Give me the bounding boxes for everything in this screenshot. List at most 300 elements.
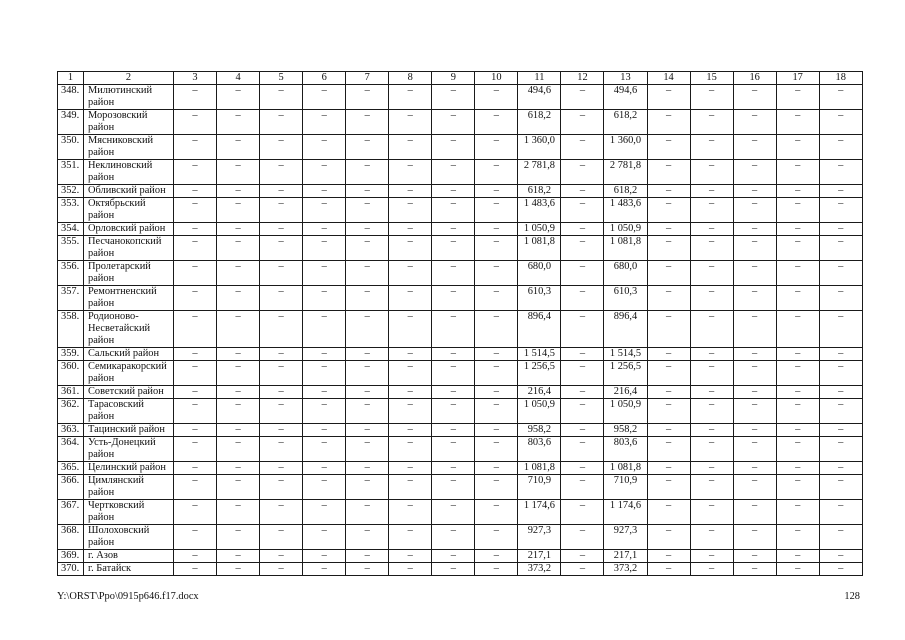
value-cell-col-5: – (260, 500, 303, 525)
value-cell-col-7: – (346, 286, 389, 311)
value-cell-col-3: – (174, 399, 217, 424)
table-row (58, 386, 863, 399)
value-cell-col-9: – (432, 135, 475, 160)
value-cell-col-3: – (174, 160, 217, 185)
district-name: Обливский район (88, 185, 166, 196)
value-cell-col-7: – (346, 160, 389, 185)
district-name: Родионово-Несветайский район (88, 311, 151, 346)
table-row (58, 399, 863, 424)
value-cell-col-3: – (174, 563, 217, 576)
value-cell-col-9: – (432, 361, 475, 386)
value-cell-col-16: – (733, 563, 776, 576)
value-cell-col-5: – (260, 135, 303, 160)
table-row (58, 550, 863, 563)
value-cell-col-11: 958,2 (518, 424, 561, 437)
value-cell-col-12: – (561, 361, 604, 386)
district-name-cell (84, 475, 174, 500)
column-number-header: 10 (475, 72, 518, 85)
row-number: 369. (58, 550, 84, 563)
value-cell-col-10: – (475, 286, 518, 311)
value-cell-col-10: – (475, 437, 518, 462)
value-cell-col-4: – (217, 525, 260, 550)
value-cell-col-11: 1 514,5 (518, 348, 561, 361)
row-number: 350. (58, 135, 84, 160)
value-cell-col-13: 610,3 (604, 286, 647, 311)
value-cell-col-11: 710,9 (518, 475, 561, 500)
value-cell-col-9: – (432, 399, 475, 424)
value-cell-col-4: – (217, 135, 260, 160)
row-number: 367. (58, 500, 84, 525)
value-cell-col-14: – (647, 223, 690, 236)
value-cell-col-15: – (690, 135, 733, 160)
value-cell-col-4: – (217, 500, 260, 525)
district-name: Тацинский район (88, 424, 165, 435)
district-name-cell (84, 223, 174, 236)
value-cell-col-12: – (561, 348, 604, 361)
row-number: 365. (58, 462, 84, 475)
value-cell-col-3: – (174, 236, 217, 261)
value-cell-col-6: – (303, 475, 346, 500)
value-cell-col-18: – (819, 311, 862, 348)
value-cell-col-16: – (733, 311, 776, 348)
value-cell-col-3: – (174, 361, 217, 386)
district-name-cell (84, 525, 174, 550)
district-name-cell (84, 462, 174, 475)
value-cell-col-8: – (389, 525, 432, 550)
value-cell-col-14: – (647, 437, 690, 462)
value-cell-col-16: – (733, 462, 776, 475)
value-cell-col-6: – (303, 550, 346, 563)
row-number: 359. (58, 348, 84, 361)
value-cell-col-14: – (647, 135, 690, 160)
value-cell-col-15: – (690, 160, 733, 185)
value-cell-col-15: – (690, 198, 733, 223)
value-cell-col-16: – (733, 236, 776, 261)
value-cell-col-9: – (432, 311, 475, 348)
value-cell-col-14: – (647, 563, 690, 576)
value-cell-col-4: – (217, 348, 260, 361)
value-cell-col-8: – (389, 361, 432, 386)
value-cell-col-5: – (260, 261, 303, 286)
value-cell-col-17: – (776, 424, 819, 437)
value-cell-col-6: – (303, 500, 346, 525)
value-cell-col-6: – (303, 563, 346, 576)
value-cell-col-16: – (733, 424, 776, 437)
value-cell-col-16: – (733, 386, 776, 399)
value-cell-col-8: – (389, 110, 432, 135)
value-cell-col-9: – (432, 437, 475, 462)
value-cell-col-6: – (303, 85, 346, 110)
value-cell-col-13: 217,1 (604, 550, 647, 563)
value-cell-col-7: – (346, 110, 389, 135)
value-cell-col-5: – (260, 424, 303, 437)
value-cell-col-17: – (776, 110, 819, 135)
value-cell-col-4: – (217, 236, 260, 261)
value-cell-col-3: – (174, 348, 217, 361)
value-cell-col-9: – (432, 386, 475, 399)
value-cell-col-5: – (260, 198, 303, 223)
value-cell-col-18: – (819, 85, 862, 110)
value-cell-col-4: – (217, 261, 260, 286)
value-cell-col-8: – (389, 386, 432, 399)
value-cell-col-4: – (217, 424, 260, 437)
value-cell-col-12: – (561, 110, 604, 135)
value-cell-col-11: 373,2 (518, 563, 561, 576)
district-name-cell (84, 437, 174, 462)
value-cell-col-3: – (174, 386, 217, 399)
value-cell-col-14: – (647, 424, 690, 437)
value-cell-col-15: – (690, 311, 733, 348)
district-name: Целинский район (88, 462, 166, 473)
value-cell-col-18: – (819, 563, 862, 576)
column-number-header: 16 (733, 72, 776, 85)
district-name: г. Батайск (88, 563, 132, 574)
value-cell-col-17: – (776, 386, 819, 399)
value-cell-col-14: – (647, 286, 690, 311)
value-cell-col-13: 1 081,8 (604, 462, 647, 475)
value-cell-col-13: 1 050,9 (604, 223, 647, 236)
value-cell-col-9: – (432, 261, 475, 286)
district-name: Шолоховский район (88, 525, 150, 548)
value-cell-col-13: 1 174,6 (604, 500, 647, 525)
value-cell-col-9: – (432, 286, 475, 311)
value-cell-col-12: – (561, 475, 604, 500)
value-cell-col-12: – (561, 236, 604, 261)
value-cell-col-10: – (475, 135, 518, 160)
row-number: 353. (58, 198, 84, 223)
value-cell-col-18: – (819, 500, 862, 525)
value-cell-col-6: – (303, 525, 346, 550)
table-row (58, 424, 863, 437)
value-cell-col-18: – (819, 437, 862, 462)
value-cell-col-11: 1 050,9 (518, 399, 561, 424)
footer-file-path: Y:\ORST\Ppo\0915p646.f17.docx (57, 591, 199, 602)
value-cell-col-14: – (647, 311, 690, 348)
district-name: Семикаракорский район (88, 361, 167, 384)
value-cell-col-4: – (217, 563, 260, 576)
value-cell-col-13: 216,4 (604, 386, 647, 399)
value-cell-col-3: – (174, 311, 217, 348)
value-cell-col-3: – (174, 424, 217, 437)
value-cell-col-4: – (217, 475, 260, 500)
value-cell-col-10: – (475, 236, 518, 261)
value-cell-col-9: – (432, 110, 475, 135)
value-cell-col-14: – (647, 85, 690, 110)
value-cell-col-13: 618,2 (604, 185, 647, 198)
value-cell-col-12: – (561, 550, 604, 563)
row-number: 348. (58, 85, 84, 110)
value-cell-col-18: – (819, 286, 862, 311)
value-cell-col-15: – (690, 236, 733, 261)
value-cell-col-4: – (217, 286, 260, 311)
value-cell-col-6: – (303, 386, 346, 399)
column-number-header: 15 (690, 72, 733, 85)
row-number: 358. (58, 311, 84, 348)
value-cell-col-13: 618,2 (604, 110, 647, 135)
value-cell-col-7: – (346, 85, 389, 110)
value-cell-col-13: 680,0 (604, 261, 647, 286)
value-cell-col-12: – (561, 500, 604, 525)
row-number: 355. (58, 236, 84, 261)
value-cell-col-18: – (819, 399, 862, 424)
district-name-cell (84, 185, 174, 198)
value-cell-col-13: 1 050,9 (604, 399, 647, 424)
row-number: 361. (58, 386, 84, 399)
value-cell-col-18: – (819, 525, 862, 550)
value-cell-col-17: – (776, 160, 819, 185)
value-cell-col-12: – (561, 261, 604, 286)
value-cell-col-16: – (733, 223, 776, 236)
value-cell-col-6: – (303, 462, 346, 475)
value-cell-col-16: – (733, 437, 776, 462)
value-cell-col-14: – (647, 525, 690, 550)
table-row (58, 261, 863, 286)
value-cell-col-11: 1 256,5 (518, 361, 561, 386)
value-cell-col-10: – (475, 361, 518, 386)
value-cell-col-7: – (346, 424, 389, 437)
value-cell-col-3: – (174, 261, 217, 286)
value-cell-col-5: – (260, 550, 303, 563)
value-cell-col-12: – (561, 399, 604, 424)
value-cell-col-5: – (260, 386, 303, 399)
value-cell-col-10: – (475, 424, 518, 437)
value-cell-col-5: – (260, 223, 303, 236)
value-cell-col-8: – (389, 475, 432, 500)
value-cell-col-6: – (303, 198, 346, 223)
district-name: Орловский район (88, 223, 166, 234)
value-cell-col-18: – (819, 261, 862, 286)
value-cell-col-6: – (303, 361, 346, 386)
value-cell-col-11: 1 081,8 (518, 236, 561, 261)
value-cell-col-4: – (217, 223, 260, 236)
value-cell-col-12: – (561, 160, 604, 185)
district-name-cell (84, 160, 174, 185)
district-name: Тарасовский район (88, 399, 144, 422)
value-cell-col-6: – (303, 437, 346, 462)
value-cell-col-6: – (303, 160, 346, 185)
value-cell-col-11: 216,4 (518, 386, 561, 399)
table-row (58, 348, 863, 361)
value-cell-col-11: 1 081,8 (518, 462, 561, 475)
value-cell-col-18: – (819, 135, 862, 160)
value-cell-col-11: 1 483,6 (518, 198, 561, 223)
value-cell-col-8: – (389, 550, 432, 563)
row-number: 356. (58, 261, 84, 286)
value-cell-col-18: – (819, 223, 862, 236)
value-cell-col-5: – (260, 85, 303, 110)
value-cell-col-13: 1 483,6 (604, 198, 647, 223)
value-cell-col-8: – (389, 261, 432, 286)
value-cell-col-10: – (475, 110, 518, 135)
district-name-cell (84, 386, 174, 399)
column-number-header: 6 (303, 72, 346, 85)
district-name: Октябрьский район (88, 198, 146, 221)
value-cell-col-15: – (690, 223, 733, 236)
column-number-header: 8 (389, 72, 432, 85)
value-cell-col-16: – (733, 286, 776, 311)
value-cell-col-12: – (561, 223, 604, 236)
value-cell-col-17: – (776, 223, 819, 236)
value-cell-col-17: – (776, 85, 819, 110)
district-name-cell (84, 198, 174, 223)
value-cell-col-14: – (647, 500, 690, 525)
value-cell-col-9: – (432, 475, 475, 500)
value-cell-col-17: – (776, 563, 819, 576)
value-cell-col-10: – (475, 550, 518, 563)
column-number-header: 2 (84, 72, 174, 85)
value-cell-col-17: – (776, 525, 819, 550)
column-number-header: 7 (346, 72, 389, 85)
district-name: Пролетарский район (88, 261, 151, 284)
value-cell-col-13: 1 514,5 (604, 348, 647, 361)
value-cell-col-12: – (561, 135, 604, 160)
table-row (58, 110, 863, 135)
value-cell-col-16: – (733, 361, 776, 386)
district-name: Песчанокопский район (88, 236, 162, 259)
value-cell-col-16: – (733, 261, 776, 286)
value-cell-col-13: 1 256,5 (604, 361, 647, 386)
value-cell-col-14: – (647, 475, 690, 500)
value-cell-col-7: – (346, 223, 389, 236)
value-cell-col-14: – (647, 160, 690, 185)
column-number-header: 13 (604, 72, 647, 85)
value-cell-col-7: – (346, 348, 389, 361)
value-cell-col-15: – (690, 500, 733, 525)
value-cell-col-10: – (475, 475, 518, 500)
value-cell-col-11: 217,1 (518, 550, 561, 563)
value-cell-col-16: – (733, 399, 776, 424)
district-name-cell (84, 236, 174, 261)
value-cell-col-6: – (303, 110, 346, 135)
value-cell-col-4: – (217, 110, 260, 135)
district-name: Мясниковский район (88, 135, 154, 158)
value-cell-col-17: – (776, 286, 819, 311)
value-cell-col-5: – (260, 475, 303, 500)
value-cell-col-8: – (389, 462, 432, 475)
value-cell-col-8: – (389, 185, 432, 198)
value-cell-col-13: 494,6 (604, 85, 647, 110)
value-cell-col-16: – (733, 500, 776, 525)
data-table (57, 71, 863, 576)
value-cell-col-11: 680,0 (518, 261, 561, 286)
value-cell-col-7: – (346, 261, 389, 286)
value-cell-col-6: – (303, 286, 346, 311)
value-cell-col-17: – (776, 198, 819, 223)
district-name-cell (84, 85, 174, 110)
value-cell-col-5: – (260, 525, 303, 550)
row-number: 362. (58, 399, 84, 424)
value-cell-col-13: 2 781,8 (604, 160, 647, 185)
value-cell-col-4: – (217, 462, 260, 475)
value-cell-col-9: – (432, 525, 475, 550)
value-cell-col-11: 803,6 (518, 437, 561, 462)
value-cell-col-14: – (647, 261, 690, 286)
value-cell-col-9: – (432, 236, 475, 261)
table-row (58, 198, 863, 223)
column-number-header: 3 (174, 72, 217, 85)
value-cell-col-15: – (690, 462, 733, 475)
row-number: 370. (58, 563, 84, 576)
value-cell-col-5: – (260, 286, 303, 311)
district-name-cell (84, 399, 174, 424)
district-name-cell (84, 361, 174, 386)
district-name-cell (84, 311, 174, 348)
value-cell-col-12: – (561, 437, 604, 462)
value-cell-col-14: – (647, 110, 690, 135)
value-cell-col-17: – (776, 261, 819, 286)
value-cell-col-14: – (647, 399, 690, 424)
value-cell-col-10: – (475, 223, 518, 236)
value-cell-col-3: – (174, 475, 217, 500)
column-number-header: 12 (561, 72, 604, 85)
value-cell-col-16: – (733, 160, 776, 185)
value-cell-col-5: – (260, 348, 303, 361)
value-cell-col-10: – (475, 160, 518, 185)
value-cell-col-18: – (819, 462, 862, 475)
column-number-header: 1 (58, 72, 84, 85)
value-cell-col-10: – (475, 261, 518, 286)
value-cell-col-14: – (647, 462, 690, 475)
value-cell-col-10: – (475, 462, 518, 475)
value-cell-col-12: – (561, 386, 604, 399)
value-cell-col-15: – (690, 563, 733, 576)
table-row (58, 85, 863, 110)
table-row (58, 475, 863, 500)
value-cell-col-7: – (346, 462, 389, 475)
row-number: 366. (58, 475, 84, 500)
value-cell-col-6: – (303, 236, 346, 261)
value-cell-col-12: – (561, 198, 604, 223)
district-name: Чертковский район (88, 500, 145, 523)
value-cell-col-18: – (819, 236, 862, 261)
value-cell-col-4: – (217, 185, 260, 198)
value-cell-col-4: – (217, 198, 260, 223)
value-cell-col-13: 1 360,0 (604, 135, 647, 160)
value-cell-col-18: – (819, 160, 862, 185)
page-number: 128 (844, 591, 860, 602)
value-cell-col-17: – (776, 185, 819, 198)
value-cell-col-9: – (432, 348, 475, 361)
column-number-header: 14 (647, 72, 690, 85)
value-cell-col-12: – (561, 525, 604, 550)
value-cell-col-13: 927,3 (604, 525, 647, 550)
value-cell-col-3: – (174, 198, 217, 223)
value-cell-col-4: – (217, 85, 260, 110)
table-row (58, 437, 863, 462)
value-cell-col-14: – (647, 236, 690, 261)
table-row (58, 525, 863, 550)
value-cell-col-17: – (776, 361, 819, 386)
value-cell-col-4: – (217, 399, 260, 424)
value-cell-col-17: – (776, 135, 819, 160)
value-cell-col-8: – (389, 348, 432, 361)
table-header-row (58, 72, 863, 85)
value-cell-col-6: – (303, 399, 346, 424)
value-cell-col-4: – (217, 386, 260, 399)
value-cell-col-16: – (733, 185, 776, 198)
district-name-cell (84, 261, 174, 286)
value-cell-col-11: 1 174,6 (518, 500, 561, 525)
value-cell-col-9: – (432, 198, 475, 223)
value-cell-col-12: – (561, 311, 604, 348)
column-number-header: 11 (518, 72, 561, 85)
district-name: Морозовский район (88, 110, 148, 133)
value-cell-col-16: – (733, 475, 776, 500)
value-cell-col-13: 373,2 (604, 563, 647, 576)
value-cell-col-12: – (561, 286, 604, 311)
district-name: Советский район (88, 386, 164, 397)
value-cell-col-6: – (303, 135, 346, 160)
